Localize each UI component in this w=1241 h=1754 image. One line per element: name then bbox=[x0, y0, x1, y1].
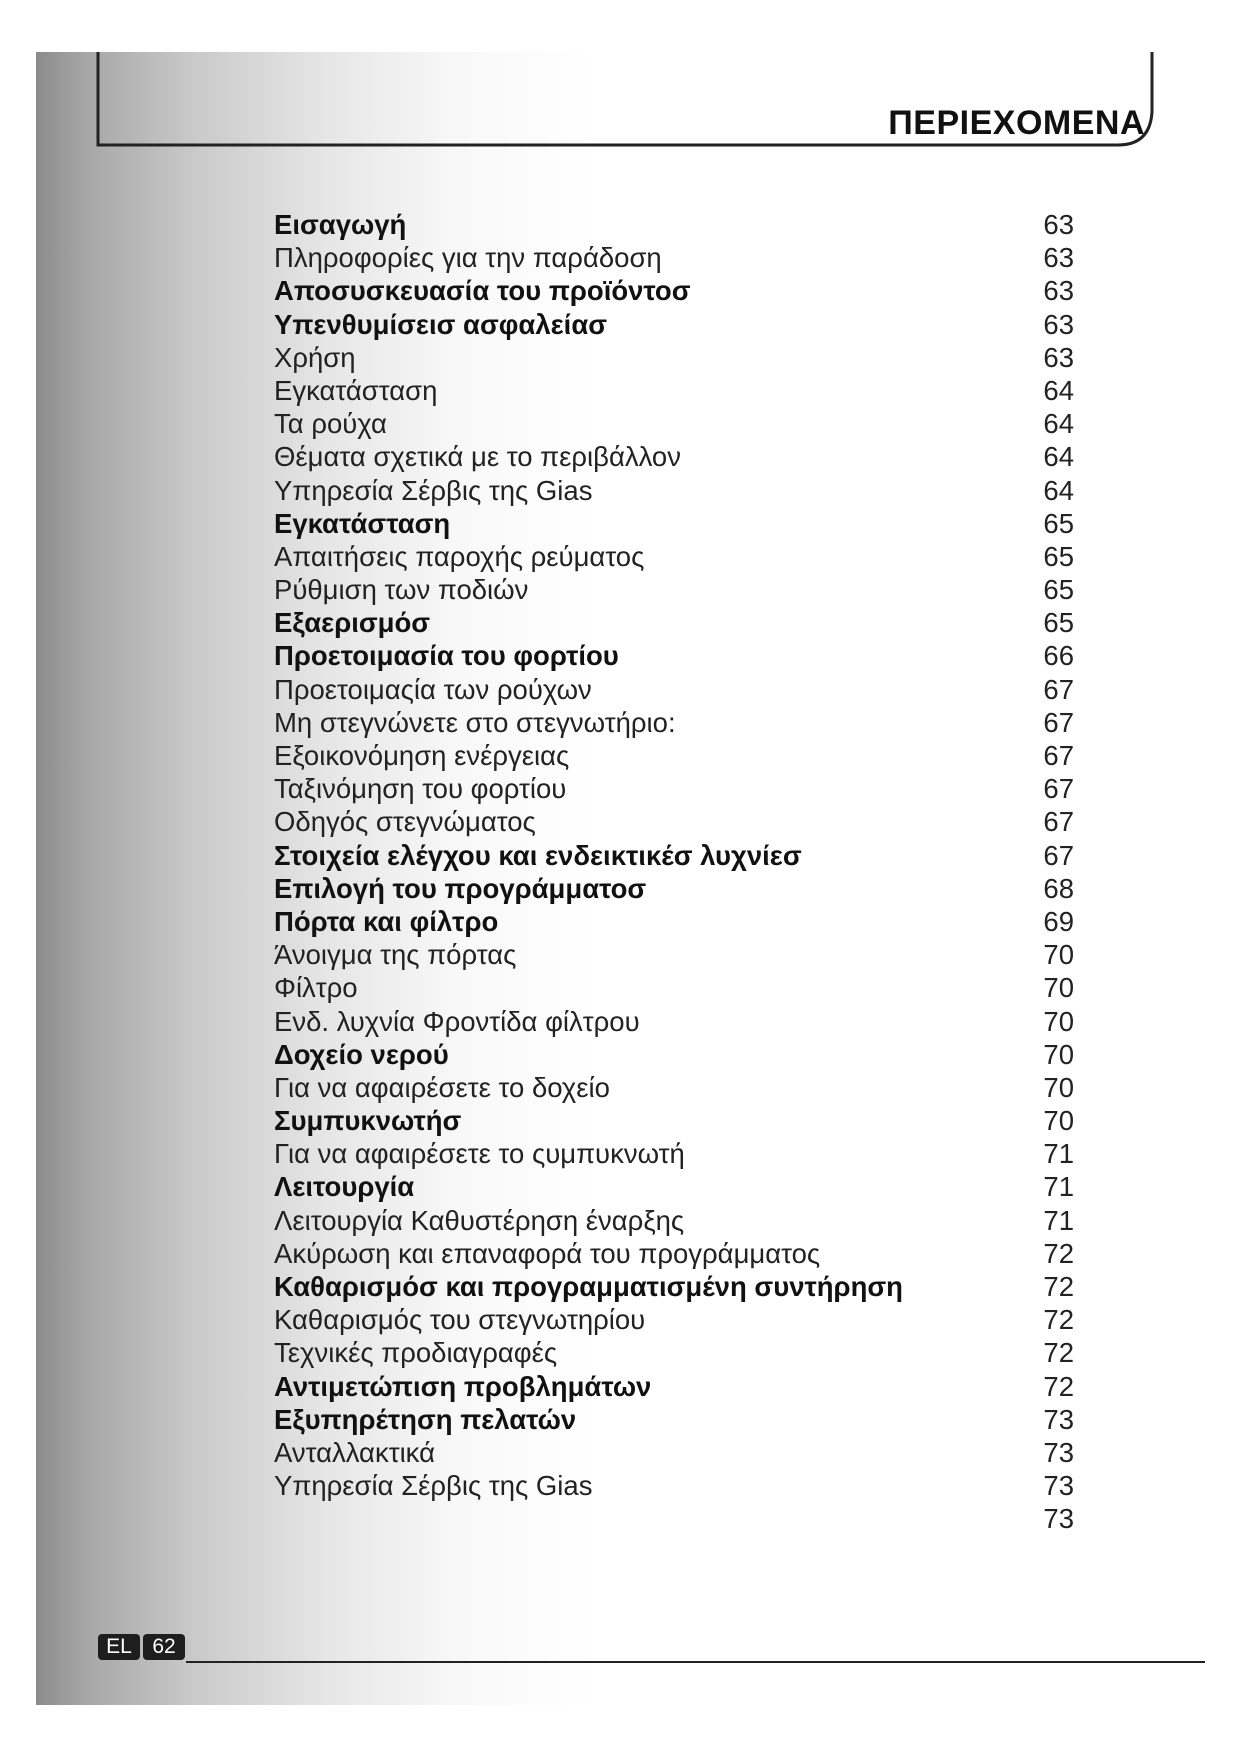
toc-entry-page: 70 bbox=[1043, 1071, 1074, 1103]
toc-entry-page: 67 bbox=[1043, 806, 1074, 838]
toc-entry bbox=[274, 1038, 1074, 1071]
toc-entry-title: Για να αφαιρέσετε το δοχείο bbox=[274, 1071, 610, 1103]
toc-entry bbox=[274, 1270, 1074, 1303]
toc-entry-page: 72 bbox=[1043, 1237, 1074, 1269]
toc-entry-page: 72 bbox=[1043, 1304, 1074, 1336]
toc-entry-page: 72 bbox=[1043, 1271, 1074, 1302]
toc-entry-page: 73 bbox=[1043, 1470, 1074, 1502]
toc-entry-title: Τεχνικές προδιαγραφές bbox=[274, 1337, 558, 1369]
toc-entry-page: 64 bbox=[1043, 441, 1074, 473]
language-badge: EL bbox=[98, 1634, 140, 1660]
toc-entry-page: 64 bbox=[1043, 408, 1074, 440]
toc-entry-title: Απαιτήσεις παροχής ρεύματος bbox=[274, 540, 645, 572]
toc-entry bbox=[274, 606, 1074, 639]
toc-entry-title: Για να αφαιρέσετε το ςυμπυκνωτή bbox=[274, 1138, 685, 1170]
toc-entry-page: 70 bbox=[1043, 1005, 1074, 1037]
toc-entry bbox=[274, 407, 1074, 440]
toc-entry-title: Άνοιγμα της πόρτας bbox=[274, 939, 517, 971]
toc-entry-title: Ακύρωση και επαναφορά του προγράμματος bbox=[274, 1237, 821, 1269]
toc-entry bbox=[274, 971, 1074, 1004]
toc-entry bbox=[274, 1336, 1074, 1369]
toc-entry bbox=[274, 274, 1074, 307]
toc-entry-title: Εξοικονόμηση ενέργειας bbox=[274, 740, 570, 771]
toc-entry-title: Ενδ. λυχνία Φροντίδα φίλτρου bbox=[274, 1005, 640, 1037]
toc-entry-page: 70 bbox=[1043, 939, 1074, 971]
toc-entry-page: 65 bbox=[1043, 607, 1074, 639]
toc-entry bbox=[274, 872, 1074, 905]
toc-entry-title: Δοχείο νερού bbox=[274, 1038, 449, 1070]
toc-entry bbox=[274, 374, 1074, 407]
toc-entry-page: 71 bbox=[1043, 1171, 1074, 1203]
toc-entry-page: 66 bbox=[1043, 640, 1074, 672]
toc-entry bbox=[274, 474, 1074, 507]
toc-entry-page: 67 bbox=[1043, 773, 1074, 805]
toc-entry-page: 71 bbox=[1043, 1204, 1074, 1236]
toc-entry-title: Ταξινόμηση του φορτίου bbox=[274, 773, 567, 805]
toc-entry-title: Προετοιμασία του φορτίου bbox=[274, 640, 619, 672]
footer-divider bbox=[186, 1661, 1205, 1663]
toc-entry bbox=[274, 540, 1074, 573]
toc-entry-page: 71 bbox=[1043, 1138, 1074, 1170]
toc-entry-title: Επιλογή του προγράμματοσ bbox=[274, 872, 647, 904]
toc-entry-title: Χρήση bbox=[274, 341, 356, 373]
page-number-badge: 62 bbox=[143, 1634, 185, 1660]
toc-entry-page: 65 bbox=[1043, 540, 1074, 572]
toc-entry bbox=[274, 1137, 1074, 1170]
toc-entry-title: Εγκατάσταση bbox=[274, 507, 451, 539]
toc-entry bbox=[274, 1170, 1074, 1203]
toc-entry bbox=[274, 440, 1074, 473]
toc-entry-title: Εγκατάσταση bbox=[274, 374, 438, 406]
toc-entry bbox=[274, 673, 1074, 706]
toc-entry-title: Ανταλλακτικά bbox=[274, 1436, 435, 1468]
toc-entry bbox=[274, 805, 1074, 838]
toc-entry bbox=[274, 739, 1074, 772]
toc-entry bbox=[274, 639, 1074, 672]
toc-entry-page: 64 bbox=[1043, 474, 1074, 506]
toc-entry-page: 67 bbox=[1043, 740, 1074, 771]
toc-entry-title: Προετοιμαςία των ρούχων bbox=[274, 673, 592, 705]
toc-entry-page: 73 bbox=[1043, 1403, 1074, 1435]
toc-entry bbox=[274, 839, 1074, 872]
toc-entry-page: 72 bbox=[1043, 1370, 1074, 1402]
toc-entry-page: 73 bbox=[1043, 1436, 1074, 1468]
toc-entry-title: Υπηρεσία Σέρβις της Gias bbox=[274, 474, 593, 506]
toc-entry-title: Φίλτρο bbox=[274, 972, 358, 1004]
toc-entry-title: Πόρτα και φίλτρο bbox=[274, 905, 499, 937]
toc-entry-page: 70 bbox=[1043, 972, 1074, 1004]
toc-entry bbox=[274, 772, 1074, 805]
toc-entry bbox=[274, 905, 1074, 938]
toc-entry-title: Εξαερισμόσ bbox=[274, 607, 431, 639]
toc-entry bbox=[274, 1403, 1074, 1436]
toc-entry bbox=[274, 241, 1074, 274]
toc-entry-page: 63 bbox=[1043, 341, 1074, 373]
toc-entry bbox=[274, 1104, 1074, 1137]
table-of-contents bbox=[274, 208, 1074, 1536]
toc-entry-title: Εξυπηρέτηση πελατών bbox=[274, 1403, 577, 1435]
toc-entry-title: Λειτουργία bbox=[274, 1171, 415, 1203]
toc-entry-page: 65 bbox=[1043, 507, 1074, 539]
toc-entry-title: Καθαρισμός του στεγνωτηρίου bbox=[274, 1304, 646, 1336]
toc-entry-page: 63 bbox=[1043, 242, 1074, 274]
toc-entry bbox=[274, 1204, 1074, 1237]
toc-entry-page: 63 bbox=[1043, 275, 1074, 307]
toc-entry bbox=[274, 208, 1074, 241]
toc-entry bbox=[274, 1071, 1074, 1104]
toc-entry-page: 69 bbox=[1043, 905, 1074, 937]
toc-entry-title: Οδηγός στεγνώματος bbox=[274, 806, 536, 838]
toc-entry-page: 63 bbox=[1043, 209, 1074, 240]
toc-entry-title: Υπενθυμίσεισ ασφαλείασ bbox=[274, 308, 608, 340]
toc-entry-title: Αντιμετώπιση προβλημάτων bbox=[274, 1370, 652, 1402]
toc-entry bbox=[274, 507, 1074, 540]
toc-entry-page: 73 bbox=[1043, 1503, 1074, 1535]
toc-entry-page: 72 bbox=[1043, 1337, 1074, 1369]
toc-entry bbox=[274, 341, 1074, 374]
toc-entry-title: Λειτουργία Καθυστέρηση έναρξης bbox=[274, 1204, 685, 1236]
toc-entry-page: 70 bbox=[1043, 1105, 1074, 1137]
toc-entry-title: Συμπυκνωτήσ bbox=[274, 1105, 462, 1137]
toc-entry bbox=[274, 308, 1074, 341]
toc-entry-page: 70 bbox=[1043, 1038, 1074, 1070]
toc-entry-title: Καθαρισμόσ και προγραμματισμένη συντήρηση bbox=[274, 1271, 903, 1302]
toc-entry bbox=[274, 938, 1074, 971]
toc-entry bbox=[274, 1370, 1074, 1403]
toc-entry bbox=[274, 1469, 1074, 1502]
toc-entry bbox=[274, 706, 1074, 739]
toc-entry bbox=[274, 1502, 1074, 1535]
toc-entry-title: Αποσυσκευασία του προϊόντοσ bbox=[274, 275, 691, 307]
toc-entry bbox=[274, 1303, 1074, 1336]
toc-entry-page: 67 bbox=[1043, 706, 1074, 738]
toc-entry-page: 68 bbox=[1043, 872, 1074, 904]
toc-entry bbox=[274, 573, 1074, 606]
toc-entry bbox=[274, 1237, 1074, 1270]
toc-entry-title: Στοιχεία ελέγχου και ενδεικτικέσ λυχνίεσ bbox=[274, 839, 802, 871]
toc-entry-page: 64 bbox=[1043, 374, 1074, 406]
toc-entry-page: 63 bbox=[1043, 308, 1074, 340]
toc-entry bbox=[274, 1436, 1074, 1469]
toc-entry-title: Εισαγωγή bbox=[274, 209, 407, 240]
toc-entry-page: 65 bbox=[1043, 574, 1074, 606]
toc-entry-title: Πληροφορίες για την παράδοση bbox=[274, 242, 662, 274]
toc-entry bbox=[274, 1005, 1074, 1038]
toc-entry-title: Ρύθμιση των ποδιών bbox=[274, 574, 529, 606]
toc-entry-page: 67 bbox=[1043, 839, 1074, 871]
toc-entry-title: Τα ρούχα bbox=[274, 408, 387, 440]
page-title: ΠΕΡΙΕΧΟΜΕΝΑ bbox=[888, 104, 1145, 142]
toc-entry-title: Μη στεγνώνετε στο στεγνωτήριο: bbox=[274, 706, 676, 738]
toc-entry-page: 67 bbox=[1043, 673, 1074, 705]
toc-entry-title: Θέματα σχετικά με το περιβάλλον bbox=[274, 441, 681, 473]
toc-entry-title: Υπηρεσία Σέρβις της Gias bbox=[274, 1470, 593, 1502]
